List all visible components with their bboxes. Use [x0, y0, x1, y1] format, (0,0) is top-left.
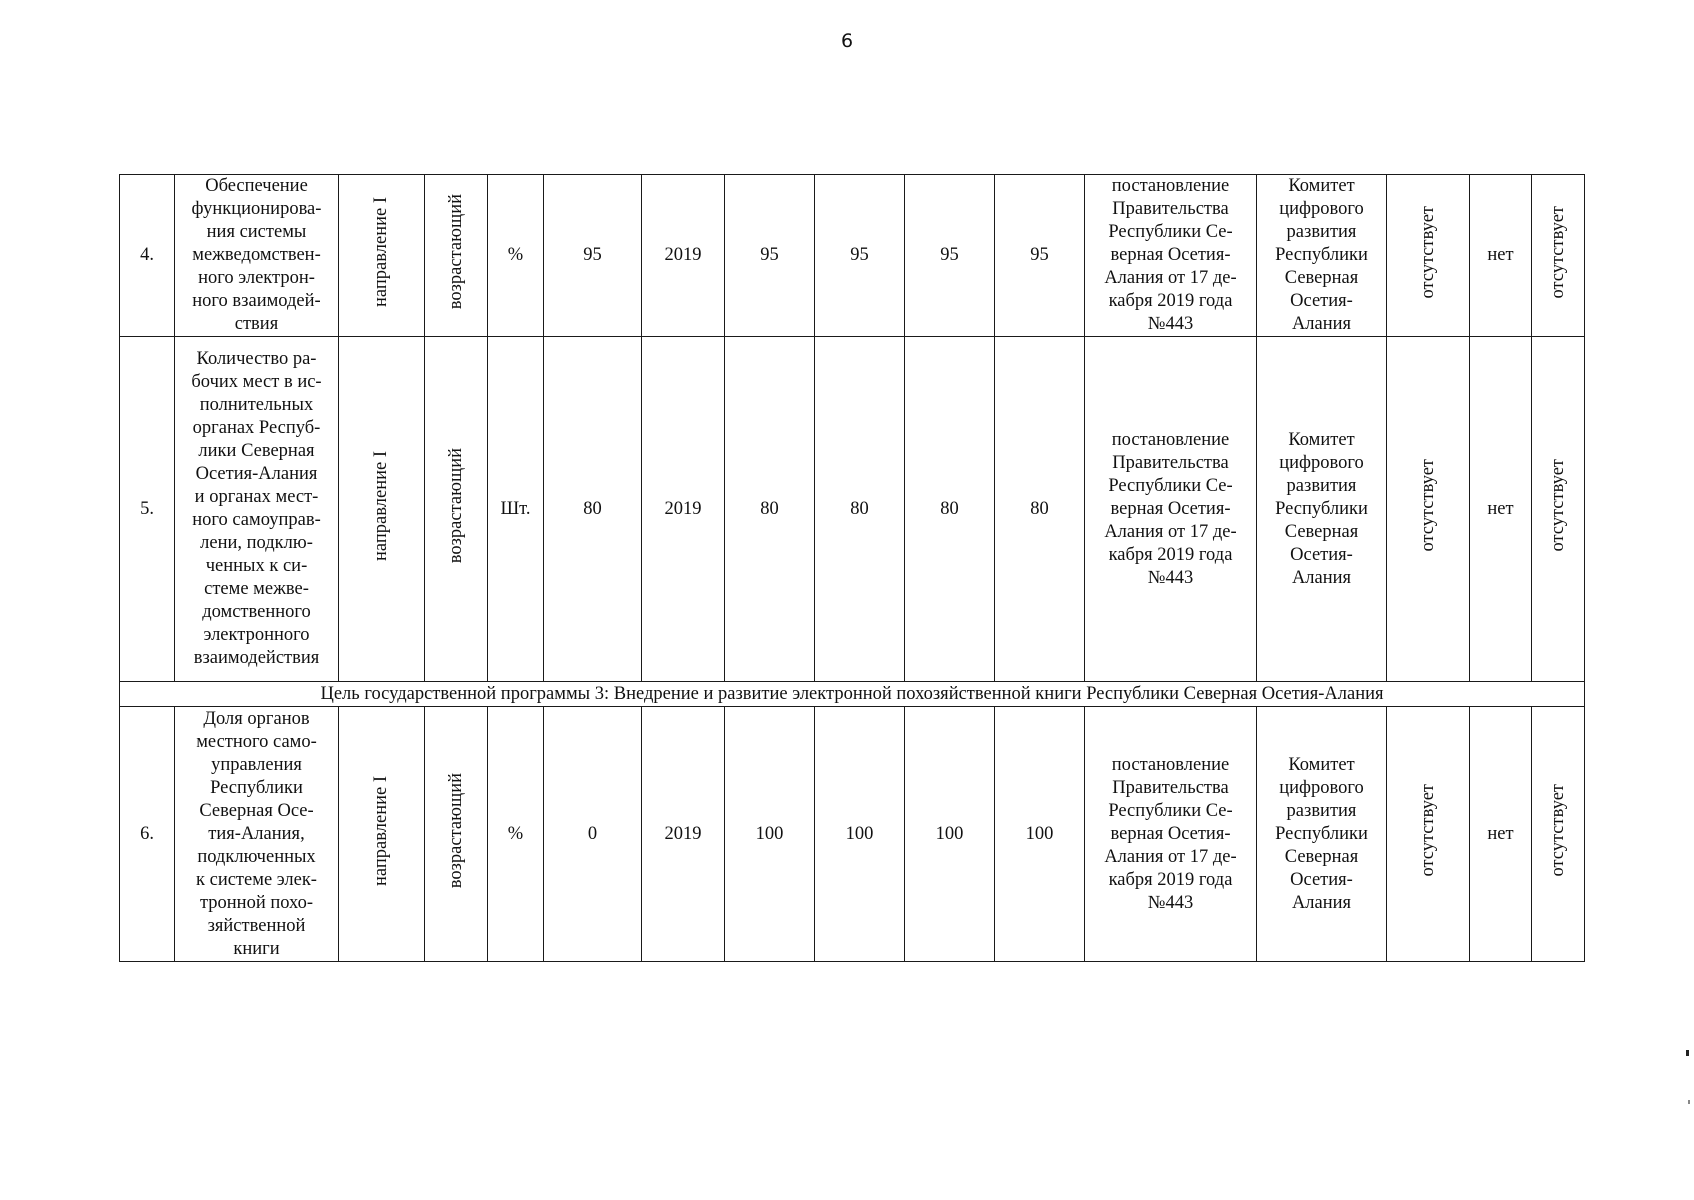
row-number: 5.	[120, 337, 175, 682]
value-cell: 80	[815, 337, 905, 682]
unit-cell: %	[488, 707, 544, 962]
responsible-org-cell: Комитет цифрового развития Республики Северная Осетия- Алания	[1257, 707, 1387, 962]
indicators-table	[119, 174, 1585, 962]
direction-cell: направление I	[339, 175, 425, 337]
trend-cell: возрастающий	[425, 707, 488, 962]
page-number: 6	[840, 30, 854, 52]
status-cell: отсутствует	[1387, 175, 1470, 337]
base-value-cell: 95	[544, 175, 642, 337]
table-row	[120, 337, 1585, 682]
unit-cell: %	[488, 175, 544, 337]
value-cell: 80	[725, 337, 815, 682]
value-cell: 95	[725, 175, 815, 337]
trend-cell: возрастающий	[425, 175, 488, 337]
value-cell: 80	[905, 337, 995, 682]
status-cell: отсутствует	[1387, 337, 1470, 682]
indicator-name: Доля органов местного само- управления Республики Северная Осе- тия-Алания, подключенных к системе элек- тронной похо- зяйственной книги	[175, 707, 339, 962]
row-number: 4.	[120, 175, 175, 337]
value-cell: 80	[995, 337, 1085, 682]
value-cell: 100	[905, 707, 995, 962]
status-cell: отсутствует	[1532, 707, 1585, 962]
value-cell: 95	[815, 175, 905, 337]
trend-cell: возрастающий	[425, 337, 488, 682]
goal-row	[120, 682, 1585, 707]
direction-cell: направление I	[339, 337, 425, 682]
scan-mark	[1686, 1050, 1689, 1056]
flag-cell: нет	[1470, 337, 1532, 682]
status-cell: отсутствует	[1532, 175, 1585, 337]
legal-basis-cell: постановление Правительства Республики Се- верная Осетия- Алания от 17 де- кабря 2019 года №443	[1085, 337, 1257, 682]
base-year-cell: 2019	[642, 707, 725, 962]
base-value-cell: 0	[544, 707, 642, 962]
base-year-cell: 2019	[642, 175, 725, 337]
base-value-cell: 80	[544, 337, 642, 682]
flag-cell: нет	[1470, 175, 1532, 337]
value-cell: 100	[995, 707, 1085, 962]
responsible-org-cell: Комитет цифрового развития Республики Северная Осетия- Алания	[1257, 175, 1387, 337]
value-cell: 100	[725, 707, 815, 962]
table-row	[120, 707, 1585, 962]
indicator-name: Количество ра- бочих мест в ис- полнительных органах Респуб- лики Северная Осетия-Алания и органах мест- ного самоуправ- лени, подклю- ченных к си- стеме межве- домственного электронного взаимодействия	[175, 337, 339, 682]
indicator-name: Обеспечение функционирова- ния системы межведомствен- ного электрон- ного взаимодей- ствия	[175, 175, 339, 337]
value-cell: 95	[995, 175, 1085, 337]
legal-basis-cell: постановление Правительства Республики Се- верная Осетия- Алания от 17 де- кабря 2019 года №443	[1085, 707, 1257, 962]
value-cell: 95	[905, 175, 995, 337]
row-number: 6.	[120, 707, 175, 962]
direction-cell: направление I	[339, 707, 425, 962]
flag-cell: нет	[1470, 707, 1532, 962]
legal-basis-cell: постановление Правительства Республики Се- верная Осетия- Алания от 17 де- кабря 2019 года №443	[1085, 175, 1257, 337]
scan-mark	[1688, 1100, 1690, 1104]
unit-cell: Шт.	[488, 337, 544, 682]
base-year-cell: 2019	[642, 337, 725, 682]
goal-title: Цель государственной программы 3: Внедрение и развитие электронной похозяйственной книги Республики Северная Осетия-Алания	[120, 682, 1585, 707]
table-row	[120, 175, 1585, 337]
status-cell: отсутствует	[1532, 337, 1585, 682]
responsible-org-cell: Комитет цифрового развития Республики Северная Осетия- Алания	[1257, 337, 1387, 682]
value-cell: 100	[815, 707, 905, 962]
status-cell: отсутствует	[1387, 707, 1470, 962]
